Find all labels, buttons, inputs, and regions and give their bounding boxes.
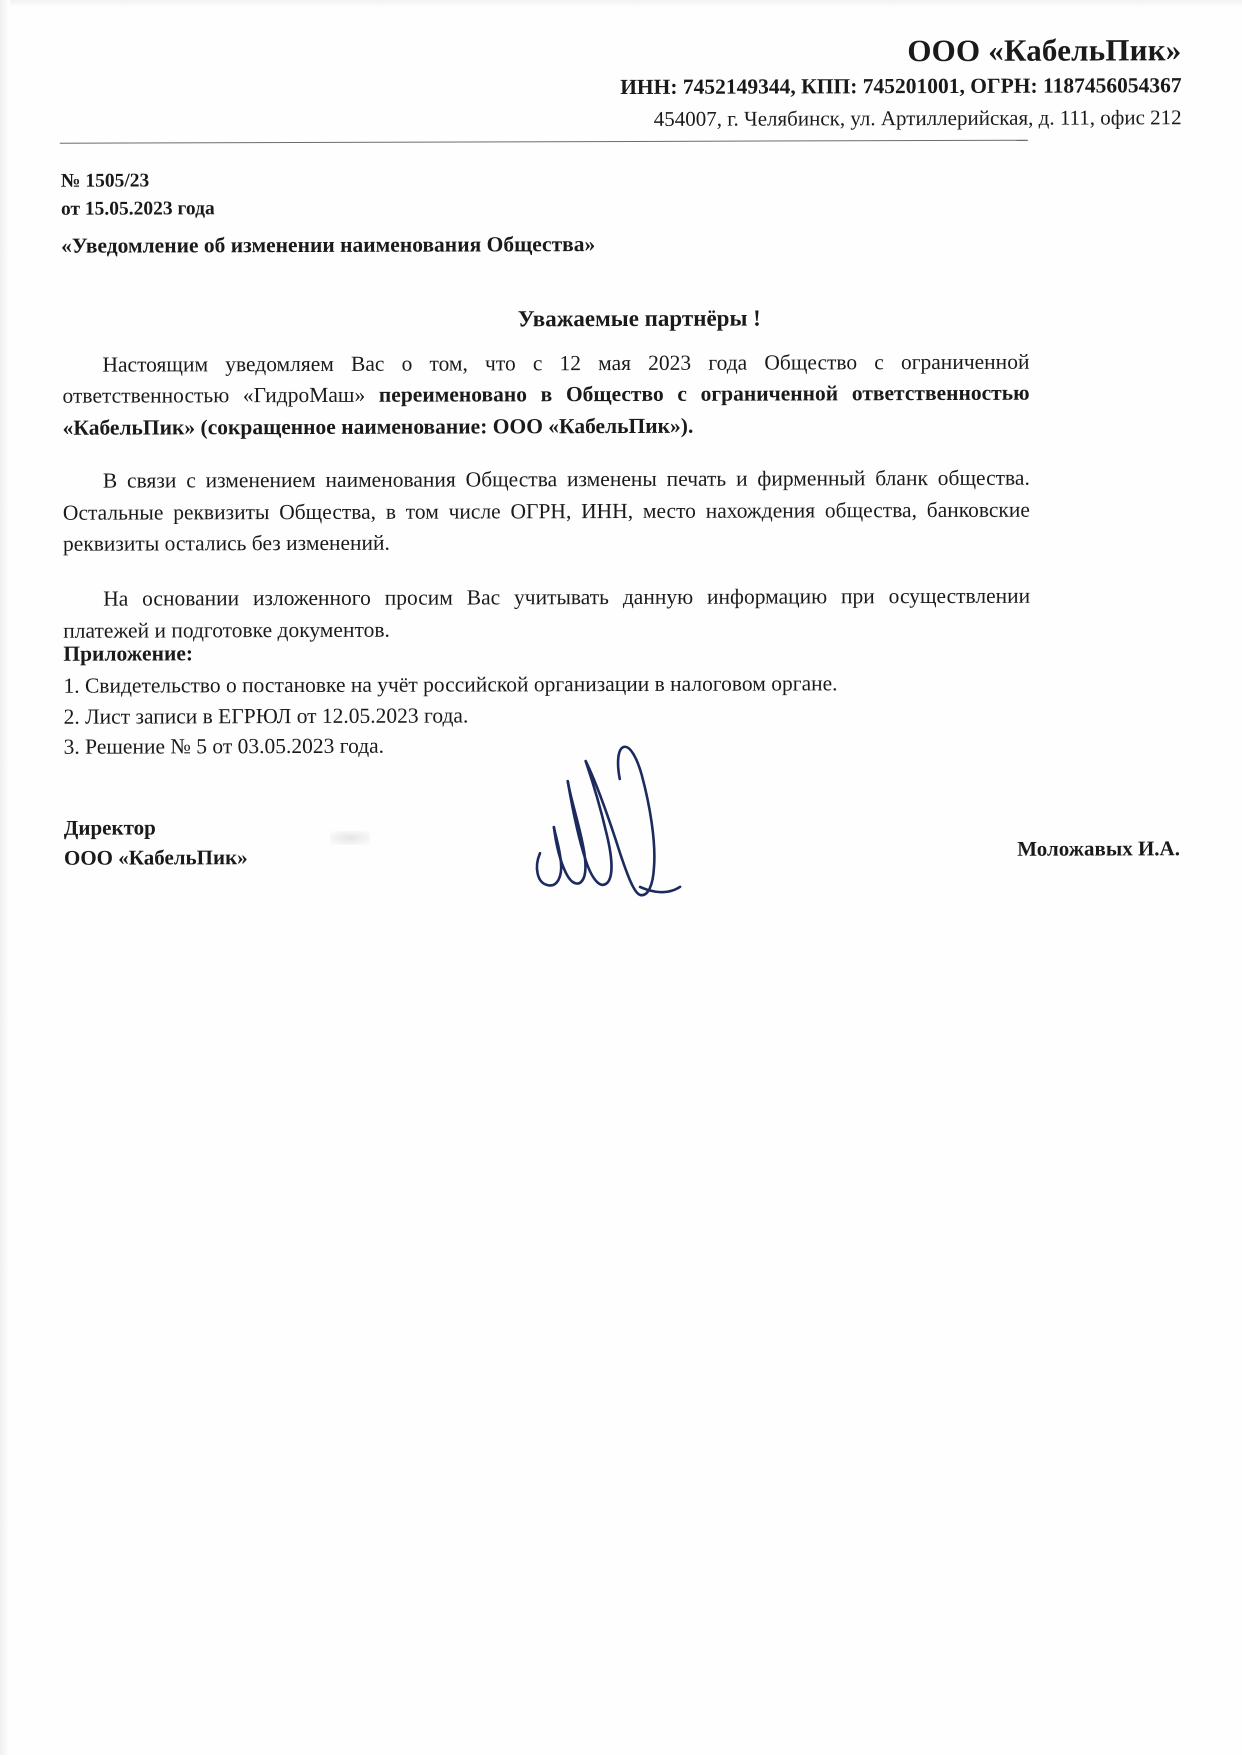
signatory-position: Директор bbox=[63, 815, 156, 840]
salutation: Уважаемые партнёры ! bbox=[517, 305, 761, 332]
scan-artifact bbox=[330, 831, 370, 845]
letter-body bbox=[62, 347, 1030, 669]
document-subject: «Уведомление об изменении наименования Общества» bbox=[61, 232, 596, 258]
handwritten-signature bbox=[520, 735, 711, 916]
company-name: ООО «КабельПик» bbox=[907, 32, 1182, 69]
body-paragraph-1 bbox=[62, 347, 1029, 444]
attachment-item: 3. Решение № 5 от 03.05.2023 года. bbox=[63, 733, 385, 759]
attachment-item: 1. Свидетельство о постановке на учёт российской организации в налоговом органе. bbox=[63, 671, 838, 698]
paragraph-1-emphasis-text: переименовано в Общество с ограниченной ответственностью «КабельПик» (сокращенное наименование: ООО «КабельПик»). bbox=[62, 381, 1030, 440]
company-registration-details: ИНН: 7452149344, КПП: 745201001, ОГРН: 1187456054367 bbox=[620, 72, 1182, 99]
attachments-title: Приложение: bbox=[63, 641, 194, 666]
body-paragraph-2: В связи с изменением наименования Общества изменены печать и фирменный бланк общества. Остальные реквизиты Общества, в том числе ОГРН, ИНН, место нахождения общества, банковские реквизиты остались без изменений. bbox=[62, 465, 1030, 556]
header-divider bbox=[60, 140, 1028, 144]
signatory-organization: ООО «КабельПик» bbox=[63, 844, 248, 870]
company-address: 454007, г. Челябинск, ул. Артиллерийская, д. 111, офис 212 bbox=[653, 104, 1182, 131]
signatory-block bbox=[64, 813, 248, 873]
letterhead bbox=[281, 32, 1181, 134]
document-reference-block bbox=[61, 167, 215, 224]
document-date: от 15.05.2023 года bbox=[60, 198, 215, 221]
paragraph-1-lead-text: Настоящим уведомляем Вас о том, что с 12 мая 2023 года Общество с ограниченной ответственностью «ГидроМаш» bbox=[62, 349, 1030, 409]
attachments-section bbox=[63, 639, 963, 762]
body-paragraph-3: На основании изложенного просим Вас учитывать данную информацию при осуществлении платежей и подготовке документов. bbox=[63, 583, 1031, 643]
document-number: № 1505/23 bbox=[60, 170, 150, 192]
signatory-name: Моложавых И.А. bbox=[1017, 836, 1181, 861]
attachment-item: 2. Лист записи в ЕГРЮЛ от 12.05.2023 года. bbox=[63, 702, 469, 729]
